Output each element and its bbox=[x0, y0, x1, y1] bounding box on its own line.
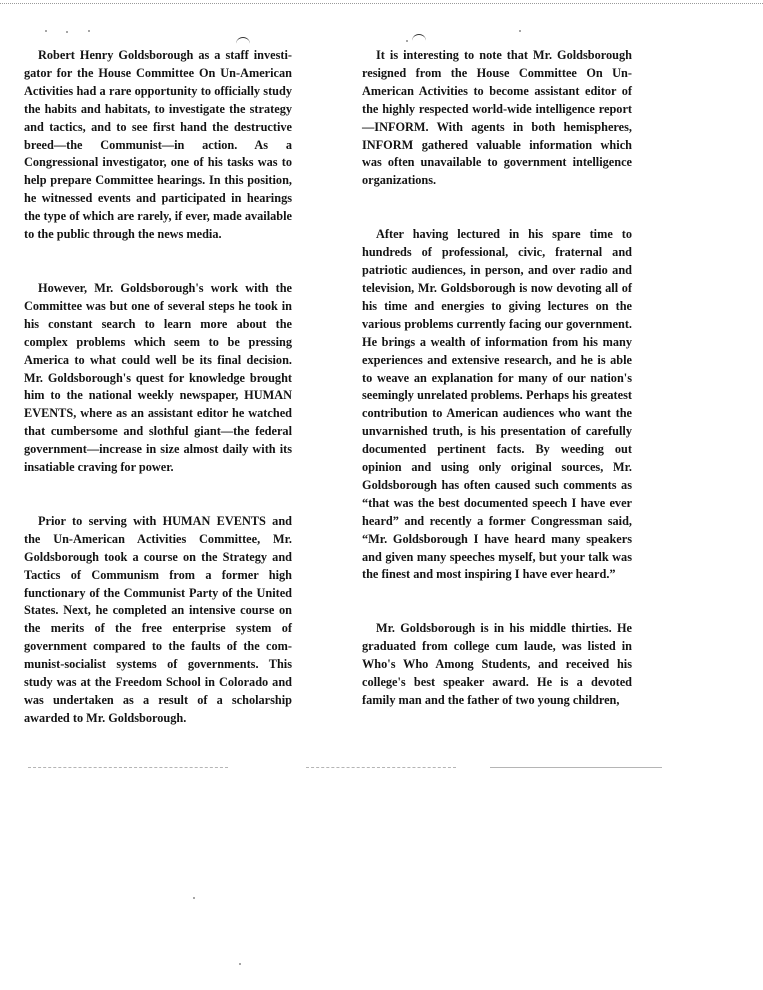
scan-speck bbox=[45, 30, 47, 32]
scan-speck bbox=[519, 30, 521, 32]
footer-rule-right bbox=[490, 767, 662, 768]
right-column bbox=[362, 47, 632, 710]
paragraph-committee-work: However, Mr. Goldsborough's work with the Committee was but one of several steps he took in his constant search to learn more about the complex problems which seem to be pressing America to what could well be its final decision. Mr. Goldsborough's quest for knowledge brought him to the national weekly newspaper, HUMAN EVENTS, where as an assistant editor he watched that cumbersome and slothful giant—the federal government—increase in size almost daily with its insatiable craving for power. bbox=[24, 280, 292, 475]
paragraph-staff-investigator: Robert Henry Goldsborough as a staff investigator for the House Committee On Un-American Activities had a rare opportunity to officially study the habits and habitats, to investigate the strategy and tactics, and to see first hand the destructive breed—the Communist—in action. As a Congressional investigator, one of his tasks was to help prepare Committee hearings. In this position, he witnessed events and participated in hearings the type of which are rarely, if ever, made available to the public through the news media. bbox=[24, 48, 292, 242]
paragraph-biography: Mr. Goldsborough is in his middle thirties. He graduated from college cum laude, was listed in Who's Who Among Students, and received his college's best speaker award. He is a devoted family man and the father of two young children, bbox=[362, 621, 632, 707]
paragraph-lectures: After having lectured in his spare time to hundreds of professional, civic, fraternal and patriotic audiences, in person, and over radio and television, Mr. Goldsborough is now devoting all of his time and energies to giving lectures on the various problems currently facing our government. He brings a wealth of information from his many experiences and extensive research, and he is able to weave an explanation for many of our nation's seemingly unrelated problems. Perhaps his greatest contribution to American audiences who want the unvarnished truth, is his presentation of carefully documented pertinent facts. By weeding out opinion and using only original sources, Mr. Goldsborough has often caused such comments as “that was the best documented speech I have ever heard” and recently a former Congressman said, “Mr. Goldsborough I have heard many speakers and given many speeches myself, but your talk was the finest and most inspiring I have ever heard.” bbox=[362, 227, 632, 582]
paragraph-prior-training: Prior to serving with HUMAN EVENTS and the Un-American Activities Committee, Mr. Goldsborough took a course on the Strategy and Tactics of Communism from a former high functionary of the Communist Party of the United States. Next, he completed an intensive course on the merits of the free enterprise system of government compared to the faults of the communist-socialist systems of governments. This study was at the Freedom School in Colorado and was undertaken as a result of a scholarship awarded to Mr. Goldsborough. bbox=[24, 513, 292, 725]
scan-hook-mark bbox=[236, 37, 250, 44]
scan-speck bbox=[193, 897, 195, 899]
scan-speck bbox=[239, 963, 241, 965]
left-column bbox=[24, 47, 292, 728]
scan-speck bbox=[66, 31, 68, 33]
paragraph-inform: It is interesting to note that Mr. Goldsborough resigned from the House Committee On Un-American Activities to become assistant editor of the highly respected world-wide intelligence report —INFORM. With agents in both hemispheres, INFORM gathered valuable information which was often unavailable to government intelligence organizations. bbox=[362, 48, 632, 188]
scan-speck bbox=[406, 40, 408, 42]
scan-hook-mark bbox=[412, 34, 426, 41]
footer-rule-middle bbox=[306, 767, 456, 768]
footer-rule-left bbox=[28, 767, 228, 768]
top-scan-edge bbox=[0, 3, 763, 4]
scan-speck bbox=[88, 30, 90, 32]
